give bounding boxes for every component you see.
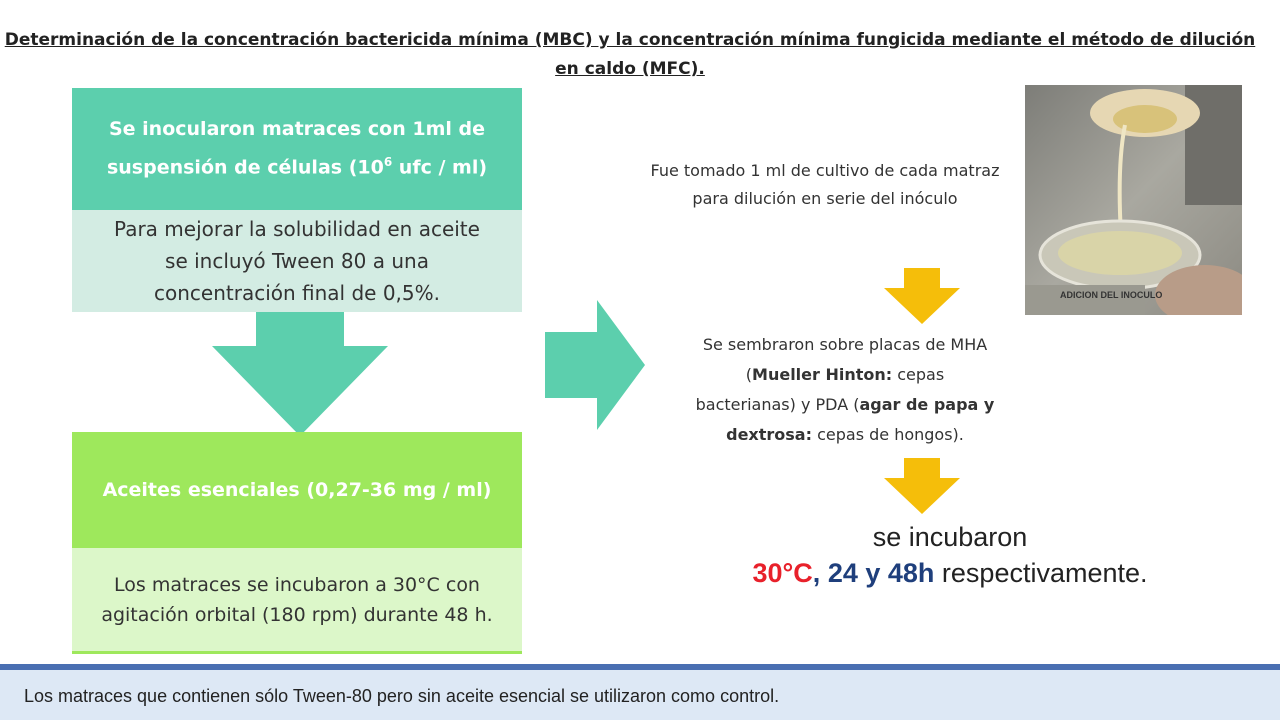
- step-plating-text: Se sembraron sobre placas de MHA (Mueller Hinton: cepas bacterianas) y PDA (agar de papa y dextrosa: cepas de hongos).: [695, 335, 995, 444]
- incubation-line1: se incubaron: [872, 522, 1028, 552]
- footer-note: Los matraces que contienen sólo Tween-80 pero sin aceite esencial se utilizaron como control.: [24, 686, 780, 706]
- potato-dextrose-label: agar de papa y dextrosa:: [726, 395, 995, 444]
- right-arrow-icon: [545, 300, 645, 430]
- photo-caption: ADICION DEL INOCULO: [1060, 290, 1163, 300]
- inoculation-header-text: Se inocularon matraces con 1ml de suspensión de células ($10^6$ ufc / ml): [106, 118, 488, 179]
- time-48: 48h: [887, 558, 935, 588]
- slide-title: Determinación de la concentración bactericida mínima (MBC) y la concentración mínima fungicida mediante el método de dilución en caldo (MFC).: [4, 30, 1256, 79]
- essential-oils-header-text: Aceites esenciales (0,27-36 mg / ml): [102, 479, 492, 501]
- incubation-body-text: Los matraces se incubaron a 30°C con agitación orbital (180 rpm) durante 48 h.: [101, 573, 493, 626]
- down-arrow-icon: [212, 312, 388, 436]
- time-24: 24: [827, 558, 858, 588]
- mueller-hinton-label: Mueller Hinton:: [752, 365, 893, 384]
- inoculum-photo: [1025, 85, 1242, 315]
- yellow-down-arrow-icon: [884, 458, 960, 514]
- tween-body-text: Para mejorar la solubilidad en aceite se incluyó Tween 80 a una concentración final de 0,5%.: [114, 217, 480, 305]
- tween-box-body: [72, 210, 522, 312]
- yellow-down-arrow-icon: [884, 268, 960, 324]
- incubation-line2: 30°C, 24 y 48h respectivamente.: [752, 558, 1148, 588]
- incubation-summary: [690, 519, 1210, 591]
- temperature-value: 30°C: [752, 558, 813, 588]
- inoculation-box-header: [72, 88, 522, 210]
- essential-oils-box-header: [72, 432, 522, 548]
- incubation-box-body: [72, 548, 522, 654]
- exponent: 6: [383, 155, 393, 170]
- step-dilution-text: Fue tomado 1 ml de cultivo de cada matraz para dilución en serie del inóculo: [650, 161, 1000, 208]
